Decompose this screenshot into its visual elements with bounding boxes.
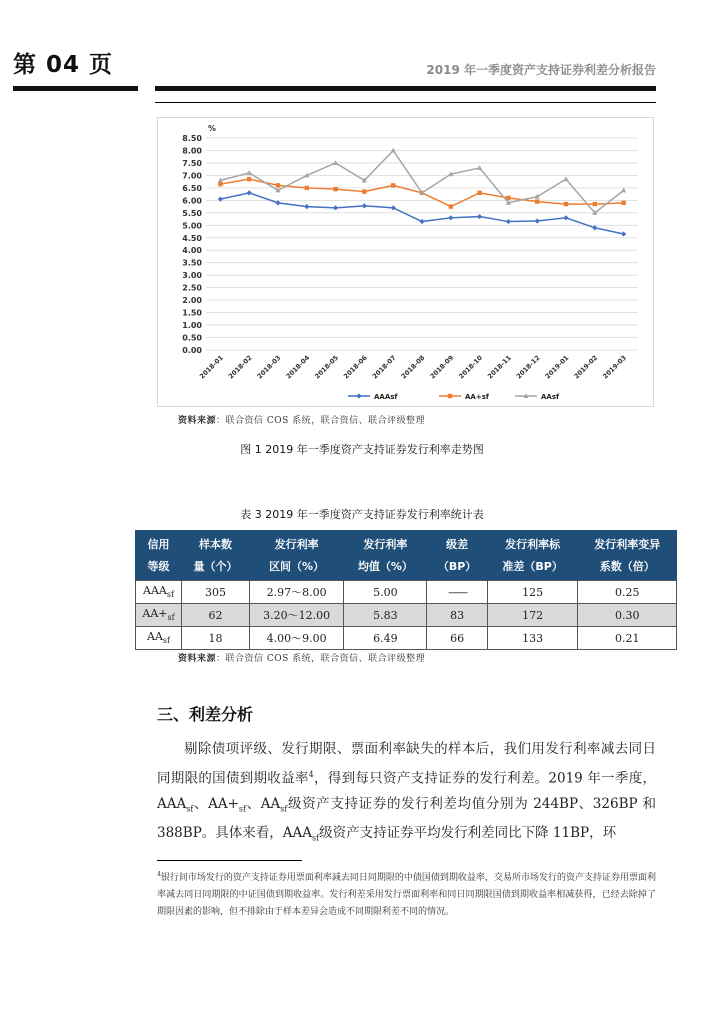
th-mean-1: 发行利率: [344, 530, 427, 555]
point-0: [506, 219, 511, 224]
point-1: [218, 182, 222, 186]
cell-spread: 83: [427, 604, 487, 627]
point-1: [535, 199, 539, 203]
point-0: [621, 231, 626, 236]
legend-label-0: AAAsf: [374, 393, 398, 401]
point-2: [333, 160, 338, 165]
point-0: [218, 197, 223, 202]
point-2: [621, 188, 626, 193]
cell-std: 172: [487, 604, 578, 627]
point-0: [362, 203, 367, 208]
x-tick-label: 2018-03: [255, 353, 283, 381]
y-tick-label: 4.50: [182, 233, 202, 243]
header-bar-right: [155, 86, 656, 91]
report-title: 2019 年一季度资产支持证券利差分析报告: [426, 63, 656, 77]
table-source-text: ：联合资信 COS 系统，联合资信、联合评级整理: [216, 654, 426, 664]
th-grade-2: 等级: [136, 555, 182, 581]
cell-spread: ——: [427, 581, 487, 604]
x-tick-label: 2018-02: [226, 353, 254, 381]
y-tick-label: 6.00: [182, 196, 202, 206]
point-1: [276, 183, 280, 187]
x-tick-label: 2019-01: [543, 353, 571, 381]
cell-range: 3.20～12.00: [249, 604, 343, 627]
point-1: [247, 177, 251, 181]
series-line-0: [220, 193, 623, 234]
x-tick-label: 2018-09: [428, 353, 456, 381]
th-count-2: 量（个）: [182, 555, 250, 581]
table-header-row-2: [136, 555, 677, 581]
x-tick-label: 2018-06: [342, 353, 369, 381]
y-tick-label: 3.50: [182, 258, 202, 268]
y-tick-label: 5.50: [182, 208, 202, 218]
footnote-rule: [157, 860, 302, 861]
th-spread-1: 级差: [427, 530, 487, 555]
point-1: [477, 191, 481, 195]
page-number: 第 04 页: [13, 52, 114, 78]
y-tick-label: 0.00: [182, 346, 202, 355]
y-tick-label: 4.00: [182, 246, 202, 256]
chart-svg: [158, 118, 653, 406]
point-1: [362, 189, 366, 193]
cell-grade: $AA+_{sf}$: [136, 604, 182, 627]
th-spread-2: （BP）: [427, 555, 487, 581]
y-tick-label: 6.50: [182, 183, 202, 193]
y-tick-label: 7.50: [182, 158, 202, 168]
cell-range: 4.00～9.00: [249, 627, 343, 650]
cell-count: 18: [182, 627, 250, 650]
point-1: [305, 186, 309, 190]
point-2: [247, 170, 252, 175]
figure-source-label: 资料来源: [178, 416, 217, 426]
cell-range: 2.97～8.00: [249, 581, 343, 604]
y-tick-label: 3.00: [182, 271, 202, 281]
cell-mean: 6.49: [344, 627, 427, 650]
y-axis-unit: %: [208, 124, 217, 133]
x-tick-label: 2019-03: [601, 353, 629, 381]
cell-std: 125: [487, 581, 578, 604]
point-1: [564, 202, 568, 206]
point-1: [333, 187, 337, 191]
table-row: [136, 581, 677, 604]
y-tick-label: 1.50: [182, 308, 202, 318]
cell-grade: $AA_{sf}$: [136, 627, 182, 650]
y-tick-label: 8.50: [182, 134, 202, 143]
th-std-2: 准差（BP）: [487, 555, 578, 581]
y-tick-label: 7.00: [182, 171, 202, 181]
table-source: [178, 651, 425, 664]
y-tick-label: 5.00: [182, 221, 202, 231]
body-paragraph: 剔除债项评级、发行期限、票面利率缺失的样本后，我们用发行利率减去同日同期限的国债到期收益率$^4$，得到每只资产支持证券的发行利差。2019 年一季度，$AAA_{sf}$、$AA+_{sf}$、$AA_{sf}$级资产支持证券的发行利差均值分别为 244BP、326BP 和 388BP。具体来看，$AAA_{sf}$级资产支持证券平均发行利差同比下降 11BP，环: [157, 741, 657, 843]
point-2: [563, 176, 568, 181]
legend-marker-1: [448, 394, 452, 398]
legend-marker-0: [356, 393, 361, 398]
figure-source-text: ：联合资信 COS 系统，联合资信、联合评级整理: [216, 416, 426, 426]
x-tick-label: 2018-10: [457, 353, 485, 381]
cell-spread: 66: [427, 627, 487, 650]
point-2: [477, 165, 482, 170]
y-tick-label: 1.00: [182, 321, 202, 331]
point-0: [333, 205, 338, 210]
x-tick-label: 2018-07: [370, 353, 398, 381]
x-tick-label: 2019-02: [572, 353, 600, 381]
table-title: 表 3 2019 年一季度资产支持证券发行利率统计表: [240, 508, 484, 521]
table-header-row-1: [136, 530, 677, 555]
legend-label-1: AA+sf: [465, 393, 489, 401]
table-row: [136, 604, 677, 627]
cell-cv: 0.21: [578, 627, 677, 650]
y-tick-label: 0.50: [182, 333, 202, 343]
th-cv-2: 系数（倍）: [578, 555, 677, 581]
x-tick-label: 2018-12: [514, 353, 542, 381]
point-0: [247, 190, 252, 195]
x-tick-label: 2018-04: [284, 353, 312, 381]
point-0: [477, 214, 482, 219]
y-tick-label: 2.00: [182, 296, 202, 306]
th-grade-1: 信用: [136, 530, 182, 555]
header-bar-left: [13, 86, 138, 91]
cell-count: 305: [182, 581, 250, 604]
point-1: [621, 201, 625, 205]
cell-mean: 5.00: [344, 581, 427, 604]
th-count-1: 样本数: [182, 530, 250, 555]
point-0: [535, 218, 540, 223]
point-1: [506, 196, 510, 200]
figure-source: [178, 413, 425, 426]
legend-label-2: AAsf: [541, 393, 560, 401]
cell-count: 62: [182, 604, 250, 627]
cell-cv: 0.25: [578, 581, 677, 604]
point-0: [592, 225, 597, 230]
point-0: [275, 200, 280, 205]
th-cv-1: 发行利率变异: [578, 530, 677, 555]
footnote: $^4$银行间市场发行的资产支持证券用票面利率减去同日同期限的中债国债到期收益率，交易所市场发行的资产支持证券用票面利率减去同日同期限的中证国债到期收益率。发行利差采用发行票面利率和同日同期限国债到期收益率相减获得，已经去除掉了期限因素的影响，但不排除由于样本差异会造成不同期限利差不同的情况。: [157, 871, 656, 917]
x-tick-label: 2018-08: [399, 353, 427, 381]
point-1: [391, 183, 395, 187]
section-title: 三、利差分析: [157, 705, 254, 724]
point-0: [563, 215, 568, 220]
table-source-label: 资料来源: [178, 654, 217, 664]
x-tick-label: 2018-05: [313, 353, 341, 381]
point-0: [448, 215, 453, 220]
point-0: [304, 204, 309, 209]
rates-table: [135, 530, 677, 650]
footnote-ref: 4: [308, 770, 314, 779]
line-chart: [157, 117, 654, 407]
point-0: [391, 205, 396, 210]
point-1: [449, 204, 453, 208]
x-tick-label: 2018-01: [198, 353, 225, 381]
header-rule: [155, 102, 656, 103]
th-range-1: 发行利率: [249, 530, 343, 555]
y-tick-label: 2.50: [182, 283, 202, 293]
cell-cv: 0.30: [578, 604, 677, 627]
th-std-1: 发行利率标: [487, 530, 578, 555]
cell-std: 133: [487, 627, 578, 650]
x-tick-label: 2018-11: [486, 353, 513, 381]
table-row: [136, 627, 677, 650]
figure-caption: 图 1 2019 年一季度资产支持证券发行利率走势图: [240, 443, 484, 456]
y-tick-label: 8.00: [182, 146, 202, 156]
point-1: [593, 202, 597, 206]
cell-mean: 5.83: [344, 604, 427, 627]
cell-grade: $AAA_{sf}$: [136, 581, 182, 604]
th-range-2: 区间（%）: [249, 555, 343, 581]
th-mean-2: 均值（%）: [344, 555, 427, 581]
point-0: [419, 219, 424, 224]
